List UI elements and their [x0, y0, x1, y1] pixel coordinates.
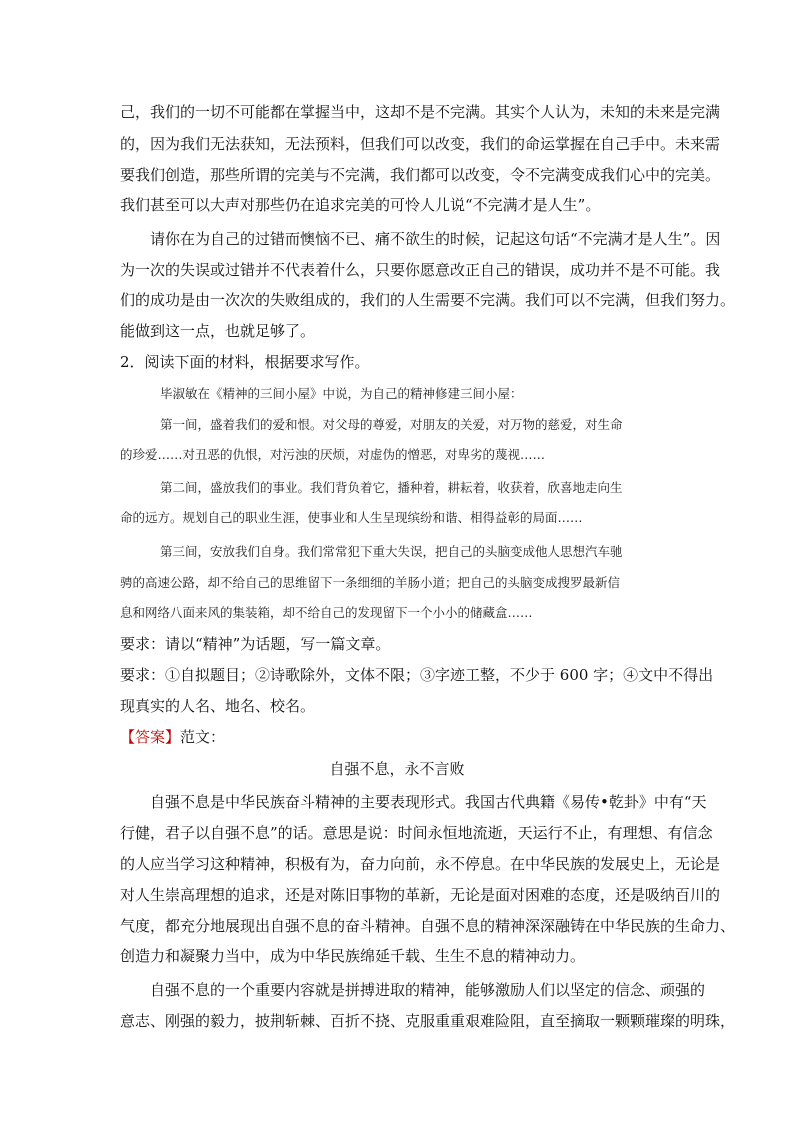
paragraph-line: 为一次的失误或过错并不代表着什么，只要你愿意改正自己的错误，成功并不是不可能。我: [120, 261, 721, 279]
essay-line: 意志、刚强的毅力，披荆斩棘、百折不挠、克服重重艰难险阻，直至摘取一颗颗璀璨的明珠，: [120, 1012, 736, 1030]
essay-line: 自强不息是中华民族奋斗精神的主要表现形式。我国古代典籍《易传•乾卦》中有“天: [150, 793, 707, 811]
material-line: 毕淑敏在《精神的三间小屋》中说，为自己的精神修建三间小屋：: [160, 386, 523, 401]
paragraph-line: 的，因为我们无法获知，无法预料，但我们可以改变，我们的命运掌握在自己手中。未来需: [120, 135, 721, 153]
requirement-line: 现真实的人名、地名、校名。: [120, 697, 316, 715]
answer-label: 范文：: [180, 728, 226, 746]
paragraph-line: 要我们创造，那些所谓的完美与不完满，我们都可以改变，令不完满变成我们心中的完美。: [120, 166, 721, 184]
paragraph-line: 们的成功是由一次次的失败组成的，我们的人生需要不完满。我们可以不完满，但我们努力。: [120, 291, 736, 309]
paragraph-line: 己，我们的一切不可能都在掌握当中，这却不是不完满。其实个人认为，未知的未来是完满: [120, 103, 721, 121]
paragraph-line: 能做到这一点，也就足够了。: [120, 322, 316, 340]
essay-line: 气度，都充分地展现出自强不息的奋斗精神。自强不息的精神深深融铸在中华民族的生命力、: [120, 917, 736, 935]
material-line: 的珍爱……对丑恶的仇恨，对污浊的厌烦，对虚伪的憎恶，对卑劣的蔑视……: [120, 447, 546, 462]
material-line: 第一间，盛着我们的爱和恨。对父母的尊爱，对朋友的关爱，对万物的慈爱，对生命: [160, 417, 623, 432]
material-line: 第二间，盛放我们的事业。我们背负着它，播种着，耕耘着，收获着，欣喜地走向生: [160, 480, 623, 495]
requirement-line: 要求：请以“精神”为话题，写一篇文章。: [120, 635, 391, 653]
essay-line: 对人生崇高理想的追求，还是对陈旧事物的革新，无论是面对困难的态度，还是吸纳百川的: [120, 886, 721, 904]
essay-line: 创造力和凝聚力当中，成为中华民族绵延千载、生生不息的精神动力。: [120, 947, 586, 965]
requirement-line: 要求：①自拟题目；②诗歌除外，文体不限；③字迹工整，不少于 600 字；④文中不得出: [120, 666, 714, 684]
material-line: 第三间，安放我们自身。我们常常犯下重大失误，把自己的头脑变成他人思想汽车驰: [160, 544, 623, 559]
paragraph-line: 请你在为自己的过错而懊恼不已、痛不欲生的时候，记起这句话“不完满才是人生”。因: [150, 230, 721, 248]
answer-header: [120, 727, 225, 747]
essay-line: 行健，君子以自强不息”的话。意思是说：时间永恒地流逝，天运行不止，有理想、有信念: [120, 824, 713, 842]
question-heading: 2．阅读下面的材料，根据要求写作。: [120, 353, 370, 371]
material-line: 骋的高速公路，却不给自己的思维留下一条细细的羊肠小道；把自己的头脑变成搜罗最新信: [120, 575, 621, 590]
material-line: 息和网络八面来风的集装箱，却不给自己的发现留下一个小小的储藏盒……: [120, 605, 533, 620]
essay-line: 自强不息的一个重要内容就是拼搏进取的精神，能够激励人们以坚定的信念、顽强的: [150, 981, 706, 999]
material-line: 命的远方。规划自己的职业生涯，使事业和人生呈现缤纷和谐、相得益彰的局面……: [120, 510, 583, 525]
essay-line: 的人应当学习这种精神，积极有为，奋力向前，永不停息。在中华民族的发展史上，无论是: [120, 855, 721, 873]
answer-tag: 【答案】: [120, 728, 181, 746]
essay-title: 自强不息，永不言败: [329, 760, 465, 778]
paragraph-line: 我们甚至可以大声对那些仍在追求完美的可怜人儿说“不完满才是人生”。: [120, 196, 601, 214]
